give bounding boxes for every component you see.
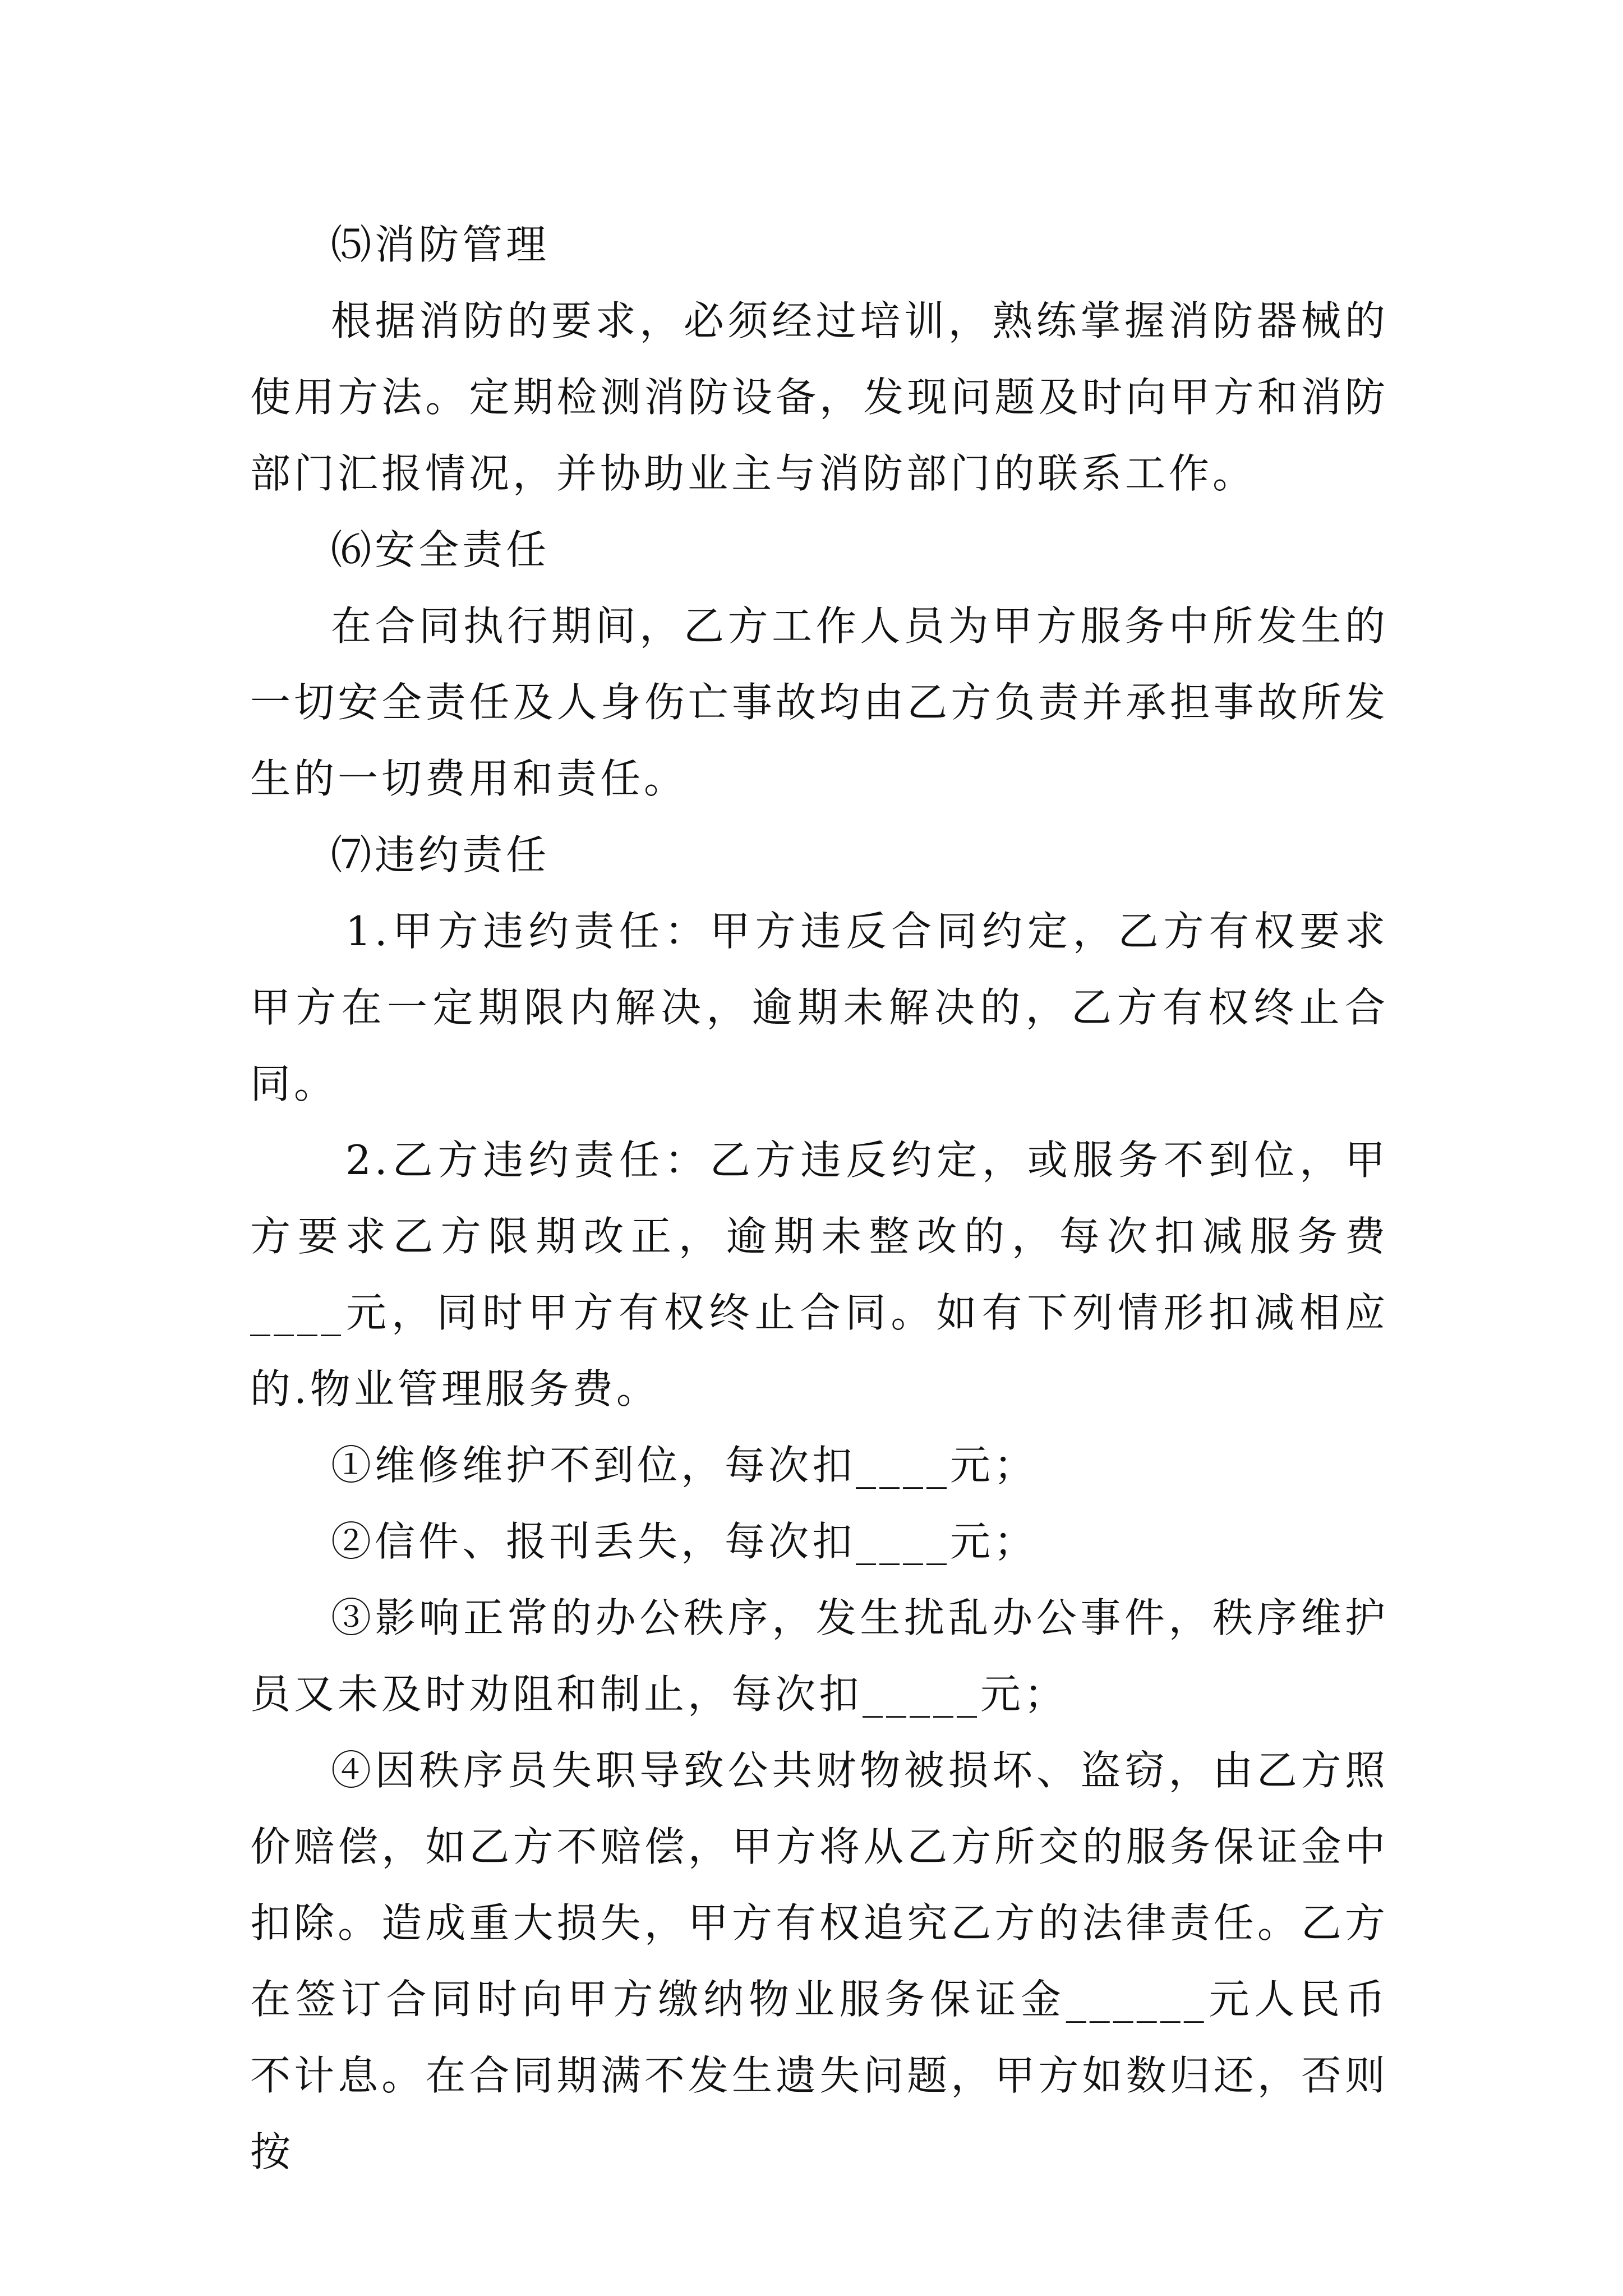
paragraph-party-b-breach: 2.乙方违约责任：乙方违反约定，或服务不到位，甲方要求乙方限期改正，逾期未整改的，每次扣减服务费____元，同时甲方有权终止合同。如有下列情形扣减相应的.物业管理服务费。 — [250, 1137, 1389, 1412]
section-heading-safety-responsibility: ⑹安全责任 — [331, 526, 550, 573]
paragraph-safety-responsibility: 在合同执行期间，乙方工作人员为甲方服务中所发生的一切安全责任及人身伤亡事故均由乙方负责并承担事故所发生的一切费用和责任。 — [250, 602, 1389, 802]
list-item-order-disruption-deduction: ③影响正常的办公秩序，发生扰乱办公事件，秩序维护员又未及时劝阻和制止，每次扣_____元； — [250, 1594, 1389, 1718]
section-heading-breach-liability: ⑺违约责任 — [331, 831, 550, 878]
list-item-maintenance-deduction: ①维修维护不到位，每次扣____元； — [331, 1442, 1038, 1489]
list-item-property-damage-deduction: ④因秩序员失职导致公共财物被损坏、盗窃，由乙方照价赔偿，如乙方不赔偿，甲方将从乙方所交的服务保证金中扣除。造成重大损失，甲方有权追究乙方的法律责任。乙方在签订合同时向甲方缴纳物业服务保证金______元人民币不计息。在合同期满不发生遗失问题，甲方如数归还，否则按 — [250, 1747, 1389, 2175]
list-item-mail-loss-deduction: ②信件、报刊丢失，每次扣____元； — [331, 1518, 1038, 1565]
section-heading-fire-management: ⑸消防管理 — [331, 221, 550, 268]
paragraph-party-a-breach: 1.甲方违约责任：甲方违反合同约定，乙方有权要求甲方在一定期限内解决，逾期未解决的，乙方有权终止合同。 — [250, 908, 1389, 1107]
document-body — [250, 206, 1389, 2190]
paragraph-fire-management: 根据消防的要求，必须经过培训，熟练掌握消防器械的使用方法。定期检测消防设备，发现问题及时向甲方和消防部门汇报情况，并协助业主与消防部门的联系工作。 — [250, 297, 1389, 497]
